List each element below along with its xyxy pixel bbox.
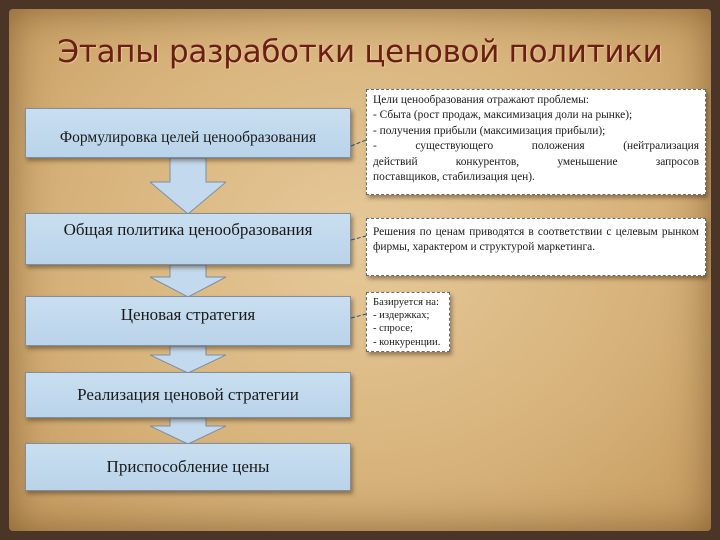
slide-title: Этапы разработки ценовой политики — [57, 34, 663, 70]
note-line: действий конкурентов, уменьшение запросов — [373, 155, 699, 168]
stage-label: Приспособление цены — [106, 457, 270, 476]
note-goals — [366, 89, 706, 195]
note-line: Цели ценообразования отражают проблемы: — [373, 94, 590, 106]
note-text: Решения по ценам приводятся в соответствии с целевым рынком фирмы, характером и структурой маркетинга. — [373, 226, 699, 254]
note-line: - издержках; — [373, 310, 430, 322]
note-line: - конкуренции. — [373, 336, 441, 348]
note-line: - получения прибыли (максимизация прибыли); — [373, 124, 606, 137]
note-strategy — [366, 292, 450, 352]
stage-label: Ценовая стратегия — [120, 305, 256, 324]
stage-label: Реализация ценовой стратегии — [77, 385, 299, 404]
note-line: Базируется на: — [373, 297, 439, 308]
connector-policy — [351, 236, 366, 240]
stage-label: Формулировка целей ценообразования — [59, 129, 317, 146]
connector-goals — [351, 140, 366, 146]
note-line: - существующего положения (нейтрализация — [373, 140, 699, 153]
connector-strategy — [351, 314, 366, 318]
note-general-policy — [366, 218, 706, 276]
note-line: - спросе; — [373, 323, 413, 335]
note-line: поставщиков, стабилизация цен). — [373, 171, 535, 184]
note-line: - Сбыта (рост продаж, максимизация доли на рынке); — [373, 109, 633, 122]
stage-label: Общая политика ценообразования — [63, 220, 313, 239]
